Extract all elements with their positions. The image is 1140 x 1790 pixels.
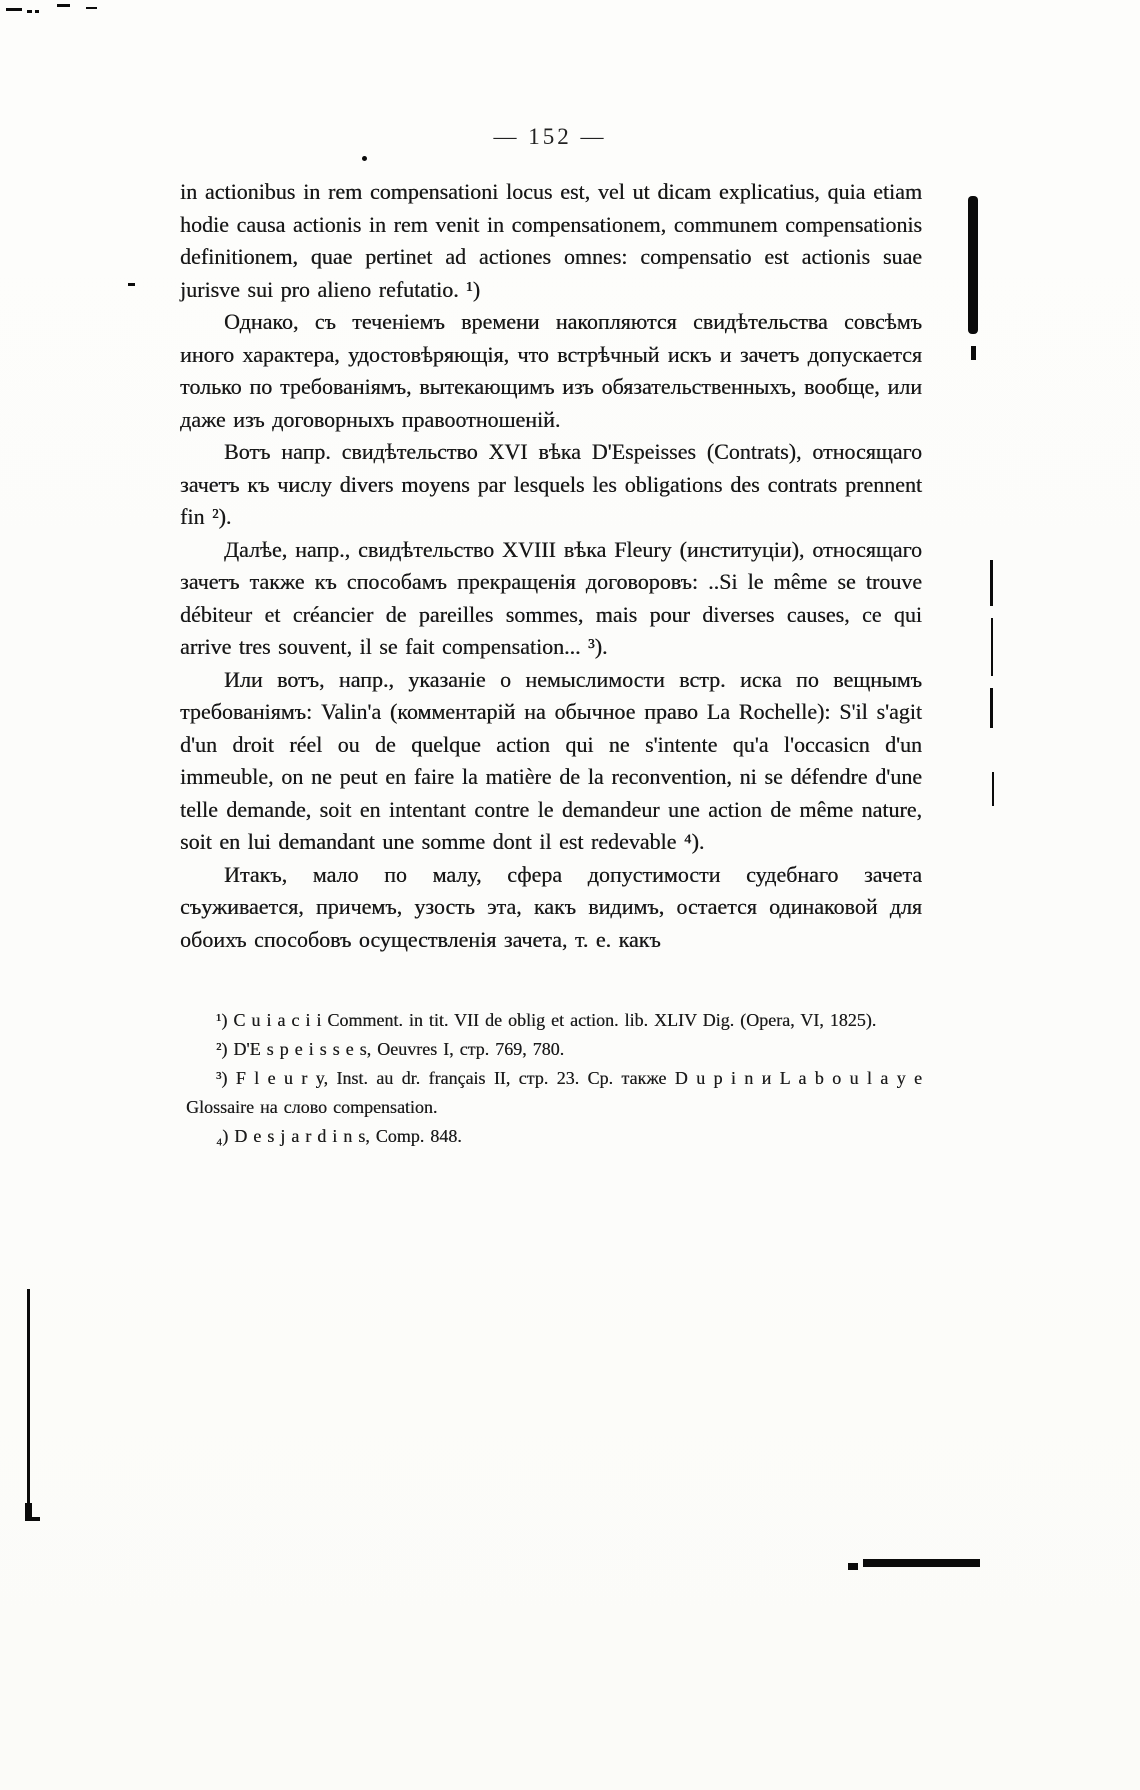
- scan-artifact-right-edge-tick: [971, 346, 976, 360]
- scan-artifact-right-edge-line: [992, 772, 994, 806]
- scan-artifact-right-edge-line: [990, 688, 993, 728]
- body-text: [180, 176, 922, 956]
- scan-artifact-top-left-dash: [6, 8, 22, 11]
- footnote: ₄) D e s j a r d i n s, Comp. 848.: [216, 1126, 462, 1146]
- scan-artifact-right-edge-bar: [968, 196, 978, 334]
- scan-artifact-top-left-dash: [57, 4, 70, 7]
- body-paragraph: Итакъ, мало по малу, сфера допустимости судебнаго зачета съуживается, причемъ, узость эта, какъ видимъ, остается одинаковой для обоихъ способовъ осуществленія зачета, т. е. какъ: [180, 861, 922, 952]
- scan-artifact-right-edge-line: [990, 560, 993, 606]
- footnote: ³) F l e u r y, Inst. au dr. français II, стр. 23. Ср. также D u p i n и L a b o u l a y e Glossaire на слово compensation.: [186, 1068, 922, 1117]
- body-paragraph: Однако, съ теченіемъ времени накопляются свидѣтельства совсѣмъ иного характера, удостовѣряющія, что встрѣчный искъ и зачетъ допускается только по требованіямъ, вытекающимъ изъ обязательственныхъ, вообще, или даже изъ договорныхъ правоотношеній.: [180, 309, 922, 432]
- footnote: ¹) C u i a c i i Comment. in tit. VII de oblig et action. lib. XLIV Dig. (Opera, VI, 1825).: [216, 1010, 877, 1030]
- scan-artifact-top-left-dash: [27, 10, 32, 13]
- scan-artifact-bottom-right-dash: [848, 1563, 858, 1570]
- scan-artifact-top-left-dash: [86, 7, 97, 9]
- body-paragraph: Или вотъ, напр., указаніе о немыслимости встр. иска по вещнымъ требованіямъ: Valin'a (комментарій на обычное право La Rochelle): S'il s'agit d'un droit réel ou de quelque action qui ne s'intente qu'a l'occasicn d'un immeuble, on ne peut en faire la matière de la reconvention, ni se défendre d'une telle demande, soit en intentant contre le demandeur une action de même nature, soit en lui demandant une somme dont il est redevable ⁴).: [180, 666, 922, 854]
- scan-artifact-bottom-right-dash: [863, 1559, 980, 1567]
- scan-artifact-ink-dot: [362, 156, 367, 161]
- text-block: [180, 176, 922, 1151]
- body-paragraph: Вотъ напр. свидѣтельство XVI вѣка D'Espeisses (Contrats), относящаго зачетъ къ числу divers moyens par lesquels les obligations des contrats prennent fin ²).: [180, 439, 922, 529]
- footnote: ²) D'E s p e i s s e s, Oeuvres I, стр. 769, 780.: [216, 1039, 565, 1059]
- scan-artifact-margin-dash: [128, 283, 135, 286]
- body-paragraph: Далѣе, напр., свидѣтельство XVIII вѣка Fleury (институціи), относящаго зачетъ также къ способамъ прекращенія договоровъ: ..Si le même se trouve débiteur et créancier de pareilles sommes, mais pour diverses causes, ce qui arrive tres souvent, il se fait compensation... ³).: [180, 536, 922, 659]
- page-number: — 152 —: [493, 124, 607, 149]
- scan-artifact-bottom-left-mark: [25, 1517, 40, 1521]
- scan-artifact-right-edge-line: [991, 618, 993, 676]
- scan-artifact-bottom-left-line: [27, 1289, 30, 1517]
- footnotes: [180, 1006, 922, 1151]
- body-paragraph: in actionibus in rem compensationi locus est, vel ut dicam explicatius, quia etiam hodie causa actionis in rem venit in compensationem, communem compensationis definitionem, quae pertinet ad actiones omnes: compensatio est actionis suae jurisve sui pro alieno refutatio. ¹): [180, 179, 922, 302]
- scan-artifact-top-left-dash: [35, 10, 39, 13]
